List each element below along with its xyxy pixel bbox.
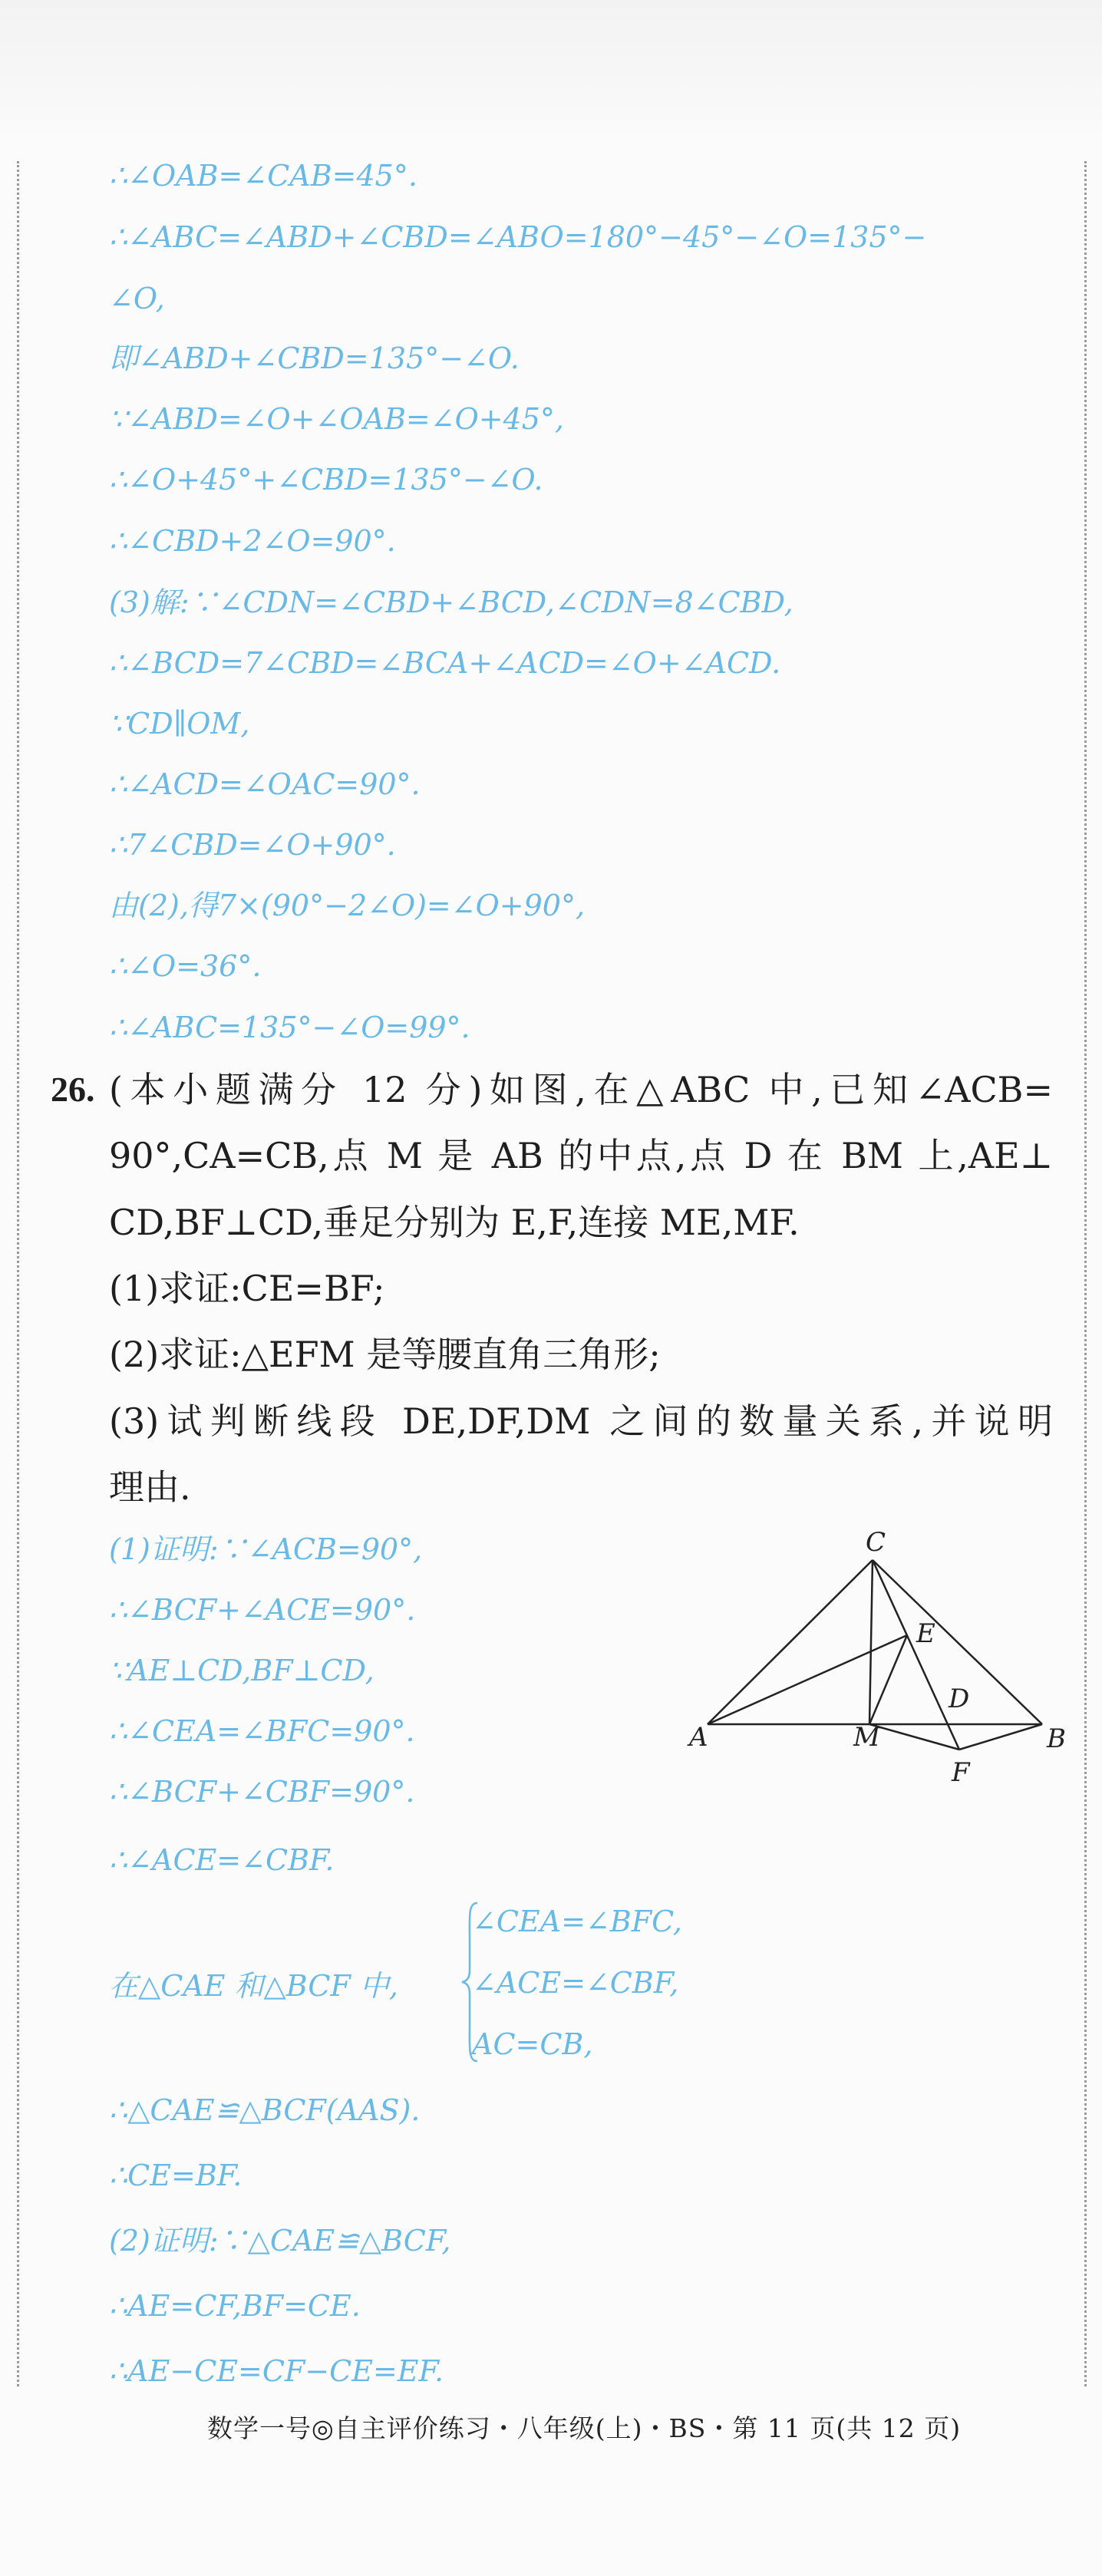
answer-line: ∴∠BCF+∠ACE=90°. — [109, 1593, 416, 1627]
answer-line: ∴∠CBD+2∠O=90°. — [109, 524, 396, 558]
segment-cf — [873, 1560, 959, 1750]
answer-line: ∴7∠CBD=∠O+90°. — [109, 828, 396, 862]
point-f-label: F — [952, 1757, 970, 1788]
answer-line: ∴∠ABC=135°−∠O=99°. — [109, 1011, 470, 1044]
question-part-3: (3)试判断线段 DE,DF,DM 之间的数量关系,并说明 — [109, 1400, 1053, 1442]
segment-ca — [708, 1560, 873, 1724]
question-number: 26. — [51, 1070, 95, 1109]
system-lead: 在△CAE 和△BCF 中, — [109, 1969, 399, 2003]
question-part-2: (2)求证:△EFM 是等腰直角三角形; — [109, 1334, 661, 1375]
left-margin-line — [17, 161, 19, 2386]
answer-line: (3)解:∵∠CDN=∠CBD+∠BCD,∠CDN=8∠CBD, — [109, 585, 794, 619]
segment-cm — [869, 1560, 873, 1724]
answer-line: ∴∠O+45°+∠CBD=135°−∠O. — [109, 463, 543, 496]
geometry-figure — [675, 1523, 1074, 1807]
answer-line: ∴AE−CE=CF−CE=EF. — [109, 2354, 444, 2388]
answer-line: ∠O, — [109, 282, 165, 315]
answer-line: (2)证明:∵△CAE≌△BCF, — [109, 2224, 451, 2258]
point-c-label: C — [866, 1527, 886, 1558]
question-stem: (本小题满分 12 分)如图,在△ABC 中,已知∠ACB= — [109, 1069, 1053, 1110]
question-stem: 90°,CA=CB,点 M 是 AB 的中点,点 D 在 BM 上,AE⊥ — [109, 1135, 1053, 1176]
question-part-3: 理由. — [109, 1466, 191, 1508]
top-shade — [0, 0, 1102, 130]
answer-line: (1)证明:∵∠ACB=90°, — [109, 1532, 423, 1566]
answer-line: ∴∠ABC=∠ABD+∠CBD=∠ABO=180°−45°−∠O=135°− — [109, 220, 927, 254]
question-stem: CD,BF⊥CD,垂足分别为 E,F,连接 ME,MF. — [109, 1202, 800, 1243]
answer-line: 即∠ABD+∠CBD=135°−∠O. — [109, 341, 520, 375]
right-margin-line — [1084, 161, 1087, 2386]
answer-line: ∴AE=CF,BF=CE. — [109, 2289, 361, 2323]
answer-line: 由(2),得7×(90°−2∠O)=∠O+90°, — [109, 889, 586, 922]
answer-line: ∴∠ACD=∠OAC=90°. — [109, 767, 421, 801]
system-line: AC=CB, — [472, 2027, 593, 2061]
answer-line: ∴∠CEA=∠BFC=90°. — [109, 1714, 415, 1748]
point-m-label: M — [853, 1722, 880, 1753]
answer-line: ∴∠BCD=7∠CBD=∠BCA+∠ACD=∠O+∠ACD. — [109, 646, 781, 680]
answer-line: ∵AE⊥CD,BF⊥CD, — [109, 1654, 374, 1687]
answer-line: ∴∠O=36°. — [109, 949, 262, 983]
system-line: ∠ACE=∠CBF, — [472, 1966, 679, 2000]
system-line: ∠CEA=∠BFC, — [472, 1905, 682, 1938]
point-e-label: E — [916, 1618, 935, 1649]
answer-line: ∵∠ABD=∠O+∠OAB=∠O+45°, — [109, 402, 564, 436]
page-footer: 数学一号◎自主评价练习・八年级(上)・BS・第 11 页(共 12 页) — [207, 2413, 962, 2443]
point-d-label: D — [949, 1684, 970, 1714]
answer-line: ∴∠OAB=∠CAB=45°. — [109, 159, 417, 193]
answer-line: ∴∠ACE=∠CBF. — [109, 1843, 335, 1877]
point-b-label: B — [1047, 1723, 1066, 1754]
segment-bf — [959, 1724, 1042, 1750]
answer-line: ∴∠BCF+∠CBF=90°. — [109, 1775, 415, 1809]
answer-line: ∴△CAE≌△BCF(AAS). — [109, 2093, 421, 2127]
question-part-1: (1)求证:CE=BF; — [109, 1268, 385, 1309]
segment-mf — [869, 1724, 959, 1750]
segment-ae — [708, 1635, 907, 1724]
point-a-label: A — [689, 1722, 708, 1753]
answer-line: ∴CE=BF. — [109, 2159, 243, 2192]
answer-line: ∵CD∥OM, — [109, 707, 250, 740]
